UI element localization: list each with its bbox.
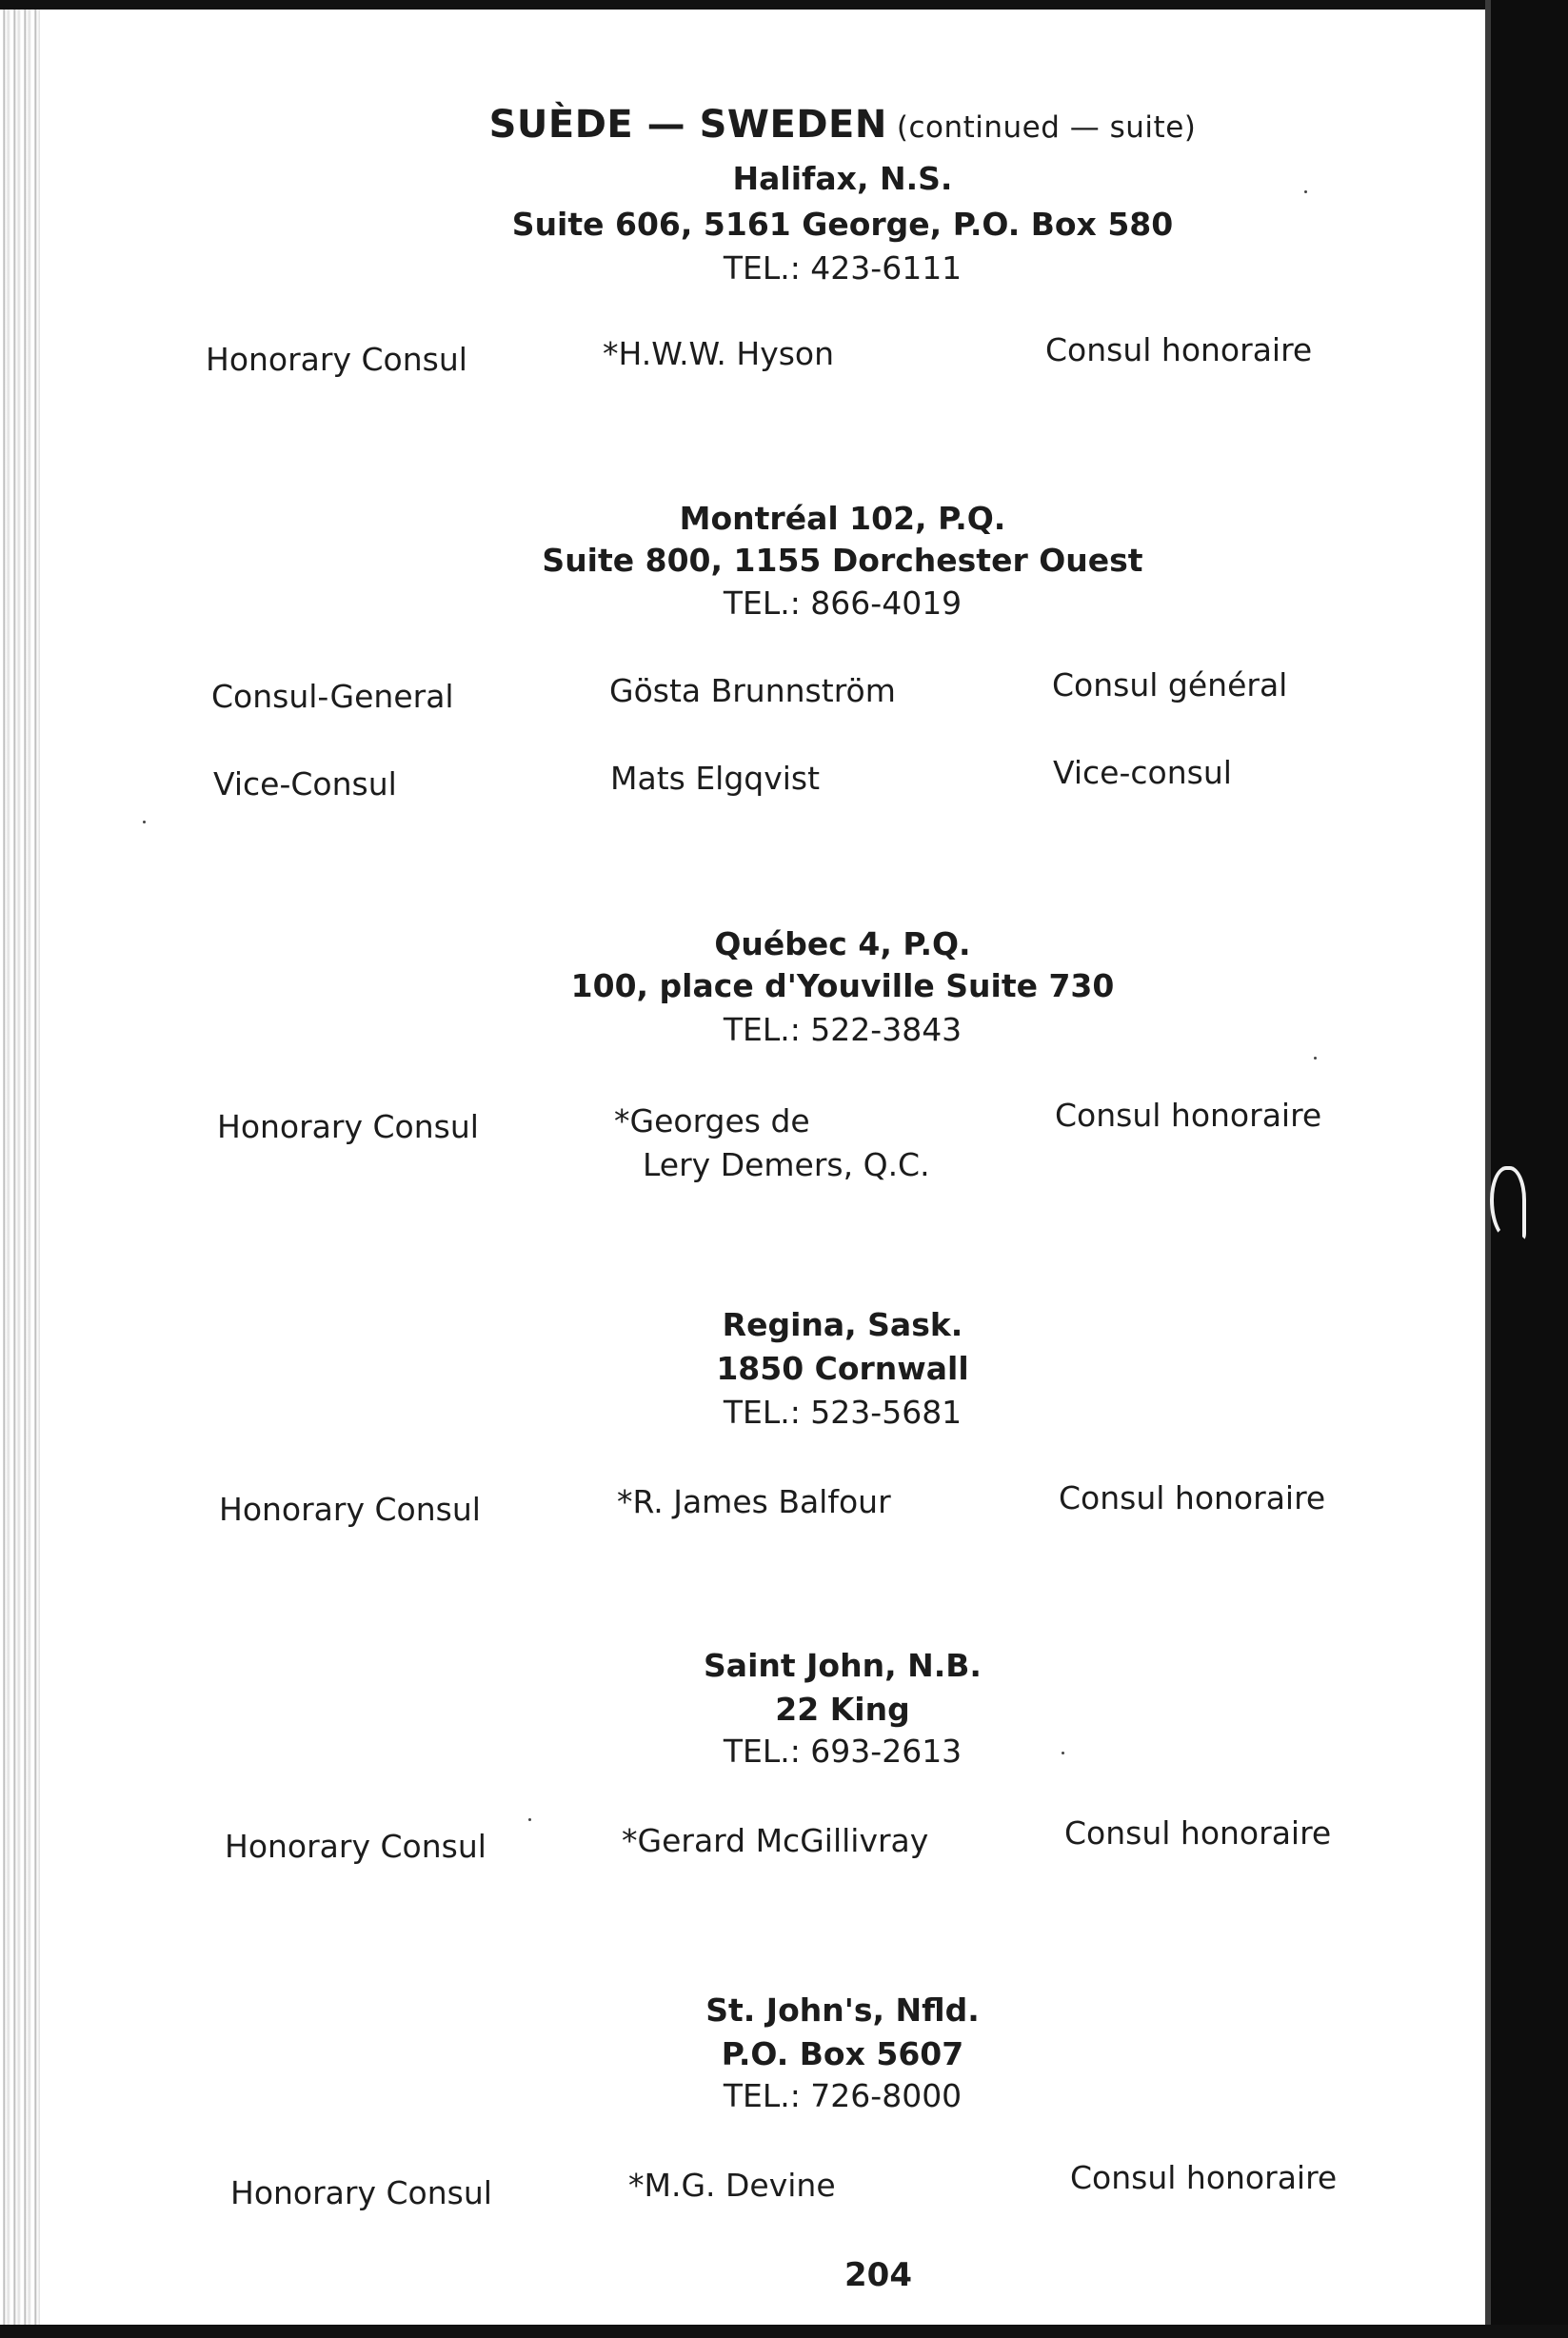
staff-title-en: Honorary Consul [219,1491,481,1528]
staff-title-fr: Consul général [1052,666,1288,703]
office-city: Halifax, N.S. [732,160,953,197]
office-telephone: TEL.: 523-5681 [723,1394,963,1431]
office-telephone: TEL.: 726-8000 [723,2077,963,2114]
staff-title-fr: Consul honoraire [1070,2159,1338,2196]
staff-title-en: Honorary Consul [217,1108,479,1145]
staff-title-fr: Consul honoraire [1059,1479,1326,1516]
staff-title-fr: Consul honoraire [1055,1097,1322,1134]
staff-title-en: Honorary Consul [225,1828,486,1865]
scan-speck [1062,1752,1064,1754]
office-telephone: TEL.: 866-4019 [723,584,963,622]
office-address: 22 King [775,1691,910,1728]
scan-speck [143,821,146,823]
staff-name: *Gerard McGillivray [622,1822,929,1859]
office-address: Suite 800, 1155 Dorchester Ouest [542,542,1143,579]
staff-name: Mats Elgqvist [610,760,821,797]
office-telephone: TEL.: 423-6111 [723,249,963,287]
office-address: P.O. Box 5607 [721,2035,964,2072]
scan-speck [1304,190,1307,193]
office-city: St. John's, Nfld. [705,1991,980,2029]
staff-title-en: Honorary Consul [230,2174,492,2211]
heading-subtitle: (continued — suite) [896,110,1197,145]
staff-name: *Georges de [614,1102,810,1139]
staff-name: *R. James Balfour [617,1483,891,1520]
office-city: Saint John, N.B. [704,1647,982,1684]
page-curl-mark [1490,1166,1526,1240]
staff-title-en: Honorary Consul [206,341,467,378]
staff-title-fr: Consul honoraire [1064,1814,1332,1852]
scan-top-edge [0,0,1568,10]
staff-title-en: Consul-General [211,678,454,715]
staff-name: Gösta Brunnström [609,672,896,709]
page-heading [0,103,1568,147]
office-city: Québec 4, P.Q. [714,925,971,962]
staff-name: *M.G. Devine [628,2167,836,2204]
scan-speck [1314,1057,1317,1060]
staff-title-en: Vice-Consul [213,765,397,802]
office-city: Regina, Sask. [722,1306,963,1343]
staff-name-continued: Lery Demers, Q.C. [643,1146,930,1183]
office-address: 100, place d'Youville Suite 730 [570,967,1115,1004]
staff-title-fr: Vice-consul [1053,754,1232,791]
scan-speck [528,1818,531,1821]
staff-title-fr: Consul honoraire [1045,331,1313,368]
office-telephone: TEL.: 693-2613 [723,1733,963,1770]
office-telephone: TEL.: 522-3843 [723,1011,963,1048]
heading-title: SUÈDE — SWEDEN [488,103,887,147]
office-address: 1850 Cornwall [716,1350,969,1387]
office-address: Suite 606, 5161 George, P.O. Box 580 [511,206,1174,243]
page-number: 204 [844,2256,912,2294]
office-city: Montréal 102, P.Q. [679,500,1006,537]
staff-name: *H.W.W. Hyson [603,335,835,372]
scan-bottom-edge [0,2325,1568,2338]
